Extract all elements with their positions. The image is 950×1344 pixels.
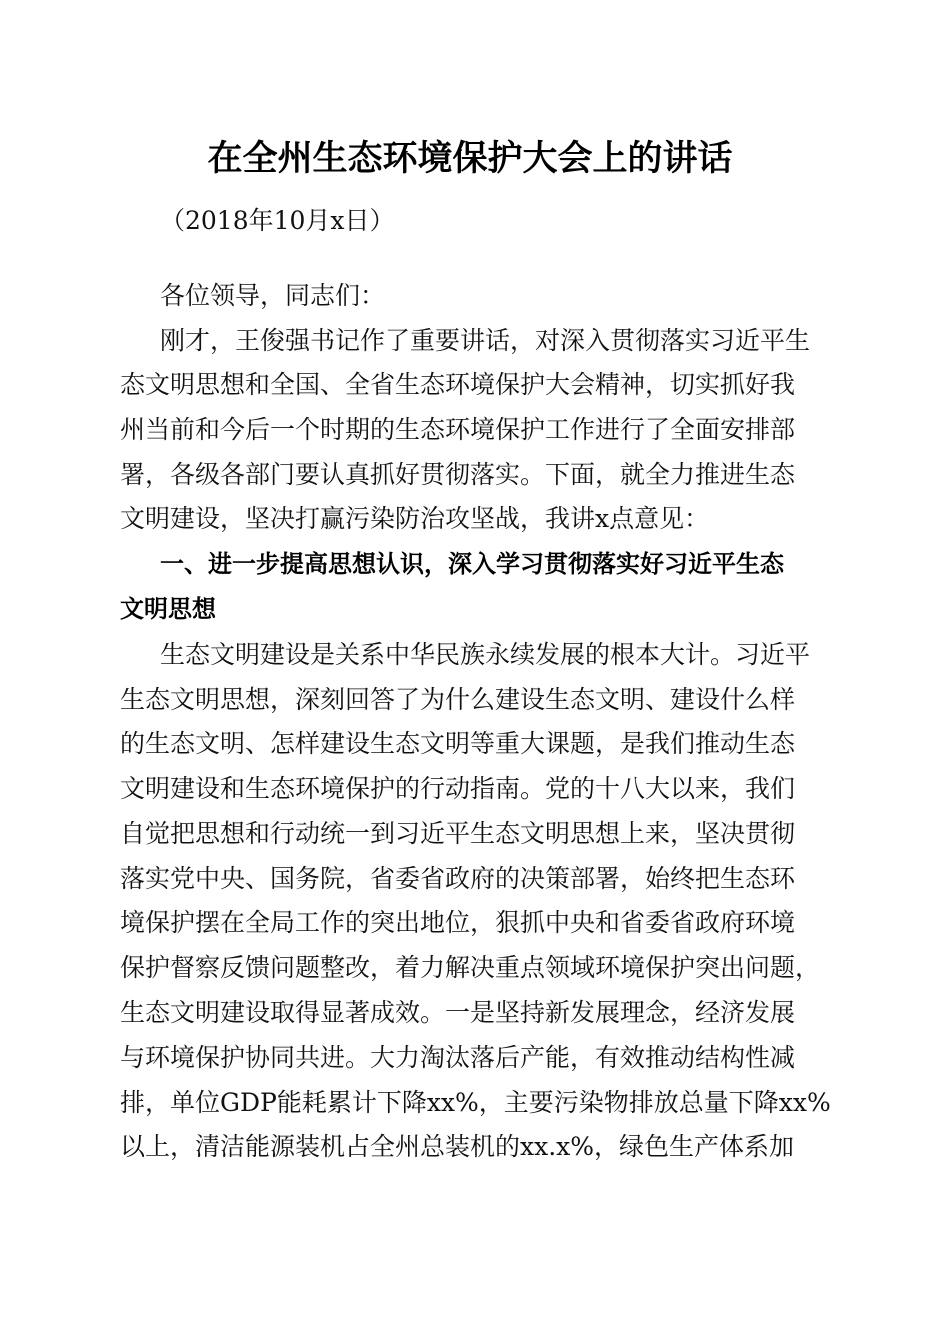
paragraph-1-line: 署，各级各部门要认真抓好贯彻落实。下面，就全力推进生态	[120, 460, 796, 489]
paragraph-2-line: 与环境保护协同共进。大力淘汰落后产能，有效推动结构性减	[120, 1043, 796, 1072]
section-heading-1-cont: 文明思想	[120, 595, 216, 623]
paragraph-2-line: 保护督察反馈问题整改，着力解决重点领域环境保护突出问题，	[120, 953, 821, 982]
paragraph-1-line: 刚才，王俊强书记作了重要讲话，对深入贯彻落实习近平生	[160, 326, 811, 355]
paragraph-2-line: 排，单位GDP能耗累计下降xx%，主要污染物排放总量下降xx%	[120, 1088, 831, 1117]
document-title: 在全州生态环境保护大会上的讲话	[207, 138, 733, 179]
paragraph-2-line: 生态文明建设是关系中华民族永续发展的根本大计。习近平	[160, 640, 811, 669]
paragraph-1-line: 州当前和今后一个时期的生态环境保护工作进行了全面安排部	[120, 415, 796, 444]
paragraph-2-line: 以上，清洁能源装机占全州总装机的xx.x%，绿色生产体系加	[120, 1132, 795, 1161]
section-heading-1: 一、进一步提高思想认识，深入学习贯彻落实好习近平生态	[160, 550, 784, 578]
paragraph-2-line: 落实党中央、国务院，省委省政府的决策部署，始终把生态环	[120, 864, 796, 893]
paragraph-1-line: 态文明思想和全国、全省生态环境保护大会精神，切实抓好我	[120, 370, 796, 399]
paragraph-1-line: 文明建设，坚决打赢污染防治攻坚战，我讲x点意见：	[120, 504, 710, 533]
paragraph-2-line: 文明建设和生态环境保护的行动指南。党的十八大以来，我们	[120, 774, 796, 803]
paragraph-2-line: 生态文明建设取得显著成效。一是坚持新发展理念，经济发展	[120, 998, 796, 1027]
paragraph-2-line: 的生态文明、怎样建设生态文明等重大课题，是我们推动生态	[120, 729, 796, 758]
paragraph-2-line: 自觉把思想和行动统一到习近平生态文明思想上来，坚决贯彻	[120, 819, 796, 848]
salutation: 各位领导，同志们：	[160, 281, 386, 310]
paragraph-2-line: 境保护摆在全局工作的突出地位，狠抓中央和省委省政府环境	[120, 908, 796, 937]
paragraph-2-line: 生态文明思想，深刻回答了为什么建设生态文明、建设什么样	[120, 685, 796, 714]
document-date: （2018年10月x日）	[160, 206, 395, 235]
